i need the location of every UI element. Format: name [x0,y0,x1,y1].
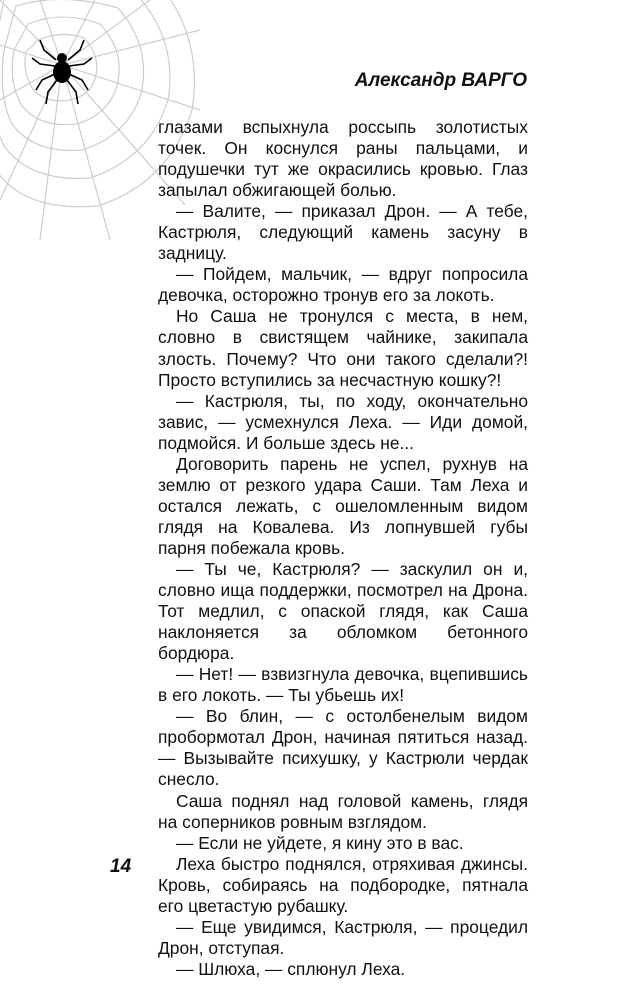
paragraph: Договорить парень не успел, рухнув на землю от резкого удара Саши. Там Леха и остался лежать, с ошеломленным видом глядя на Ковалева. Из лопнувшей губы парня побежала кровь. [158,453,528,558]
paragraph: — Нет! — взвизгнула девочка, вцепившись в его локоть. — Ты убьешь их! [158,664,528,706]
paragraph: — Ты че, Кастрюля? — заскулил он и, словно ища поддержки, посмотрел на Дрона. Тот медлил, с опаской глядя, как Саша наклоняется за обломком бетонного бордюра. [158,558,528,664]
paragraph: Леха быстро поднялся, отряхивая джинсы. Кровь, собираясь на подбородке, пятнала его цветастую рубашку. [158,853,528,916]
paragraph: Саша поднял над головой камень, глядя на соперников ровным взглядом. [158,790,528,832]
paragraph: глазами вспыхнула россыпь золотистых точек. Он коснулся раны пальцами, и подушечки тут же окрасились кровью. Глаз запылал обжигающей болью. [158,117,528,201]
body-text [158,117,528,980]
paragraph: — Еще увидимся, Кастрюля, — процедил Дрон, отступая. [158,916,528,958]
paragraph: — Валите, — приказал Дрон. — А тебе, Кастрюля, следующий камень засуну в задницу. [158,201,528,264]
paragraph: — Во блин, — с остолбенелым видом пробормотал Дрон, начиная пятиться назад. — Вызывайте психушку, у Кастрюли чердак снесло. [158,706,528,790]
paragraph: — Шлюха, — сплюнул Леха. [176,958,406,979]
paragraph: — Если не уйдете, я кину это в вас. [176,832,464,853]
paragraph: — Пойдем, мальчик, — вдруг попросила девочка, осторожно тронув его за локоть. [158,264,528,306]
running-header-author: Александр ВАРГО [354,70,527,91]
page-number: 14 [110,856,132,877]
paragraph: Но Саша не тронулся с места, в нем, словно в свистящем чайнике, закипала злость. Почему? Что они такого сделали?! Просто вступились за несчастную кошку?! [158,306,528,390]
paragraph: — Кастрюля, ты, по ходу, окончательно завис, — усмехнулся Леха. — Иди домой, подмойся. И больше здесь не... [158,390,528,453]
